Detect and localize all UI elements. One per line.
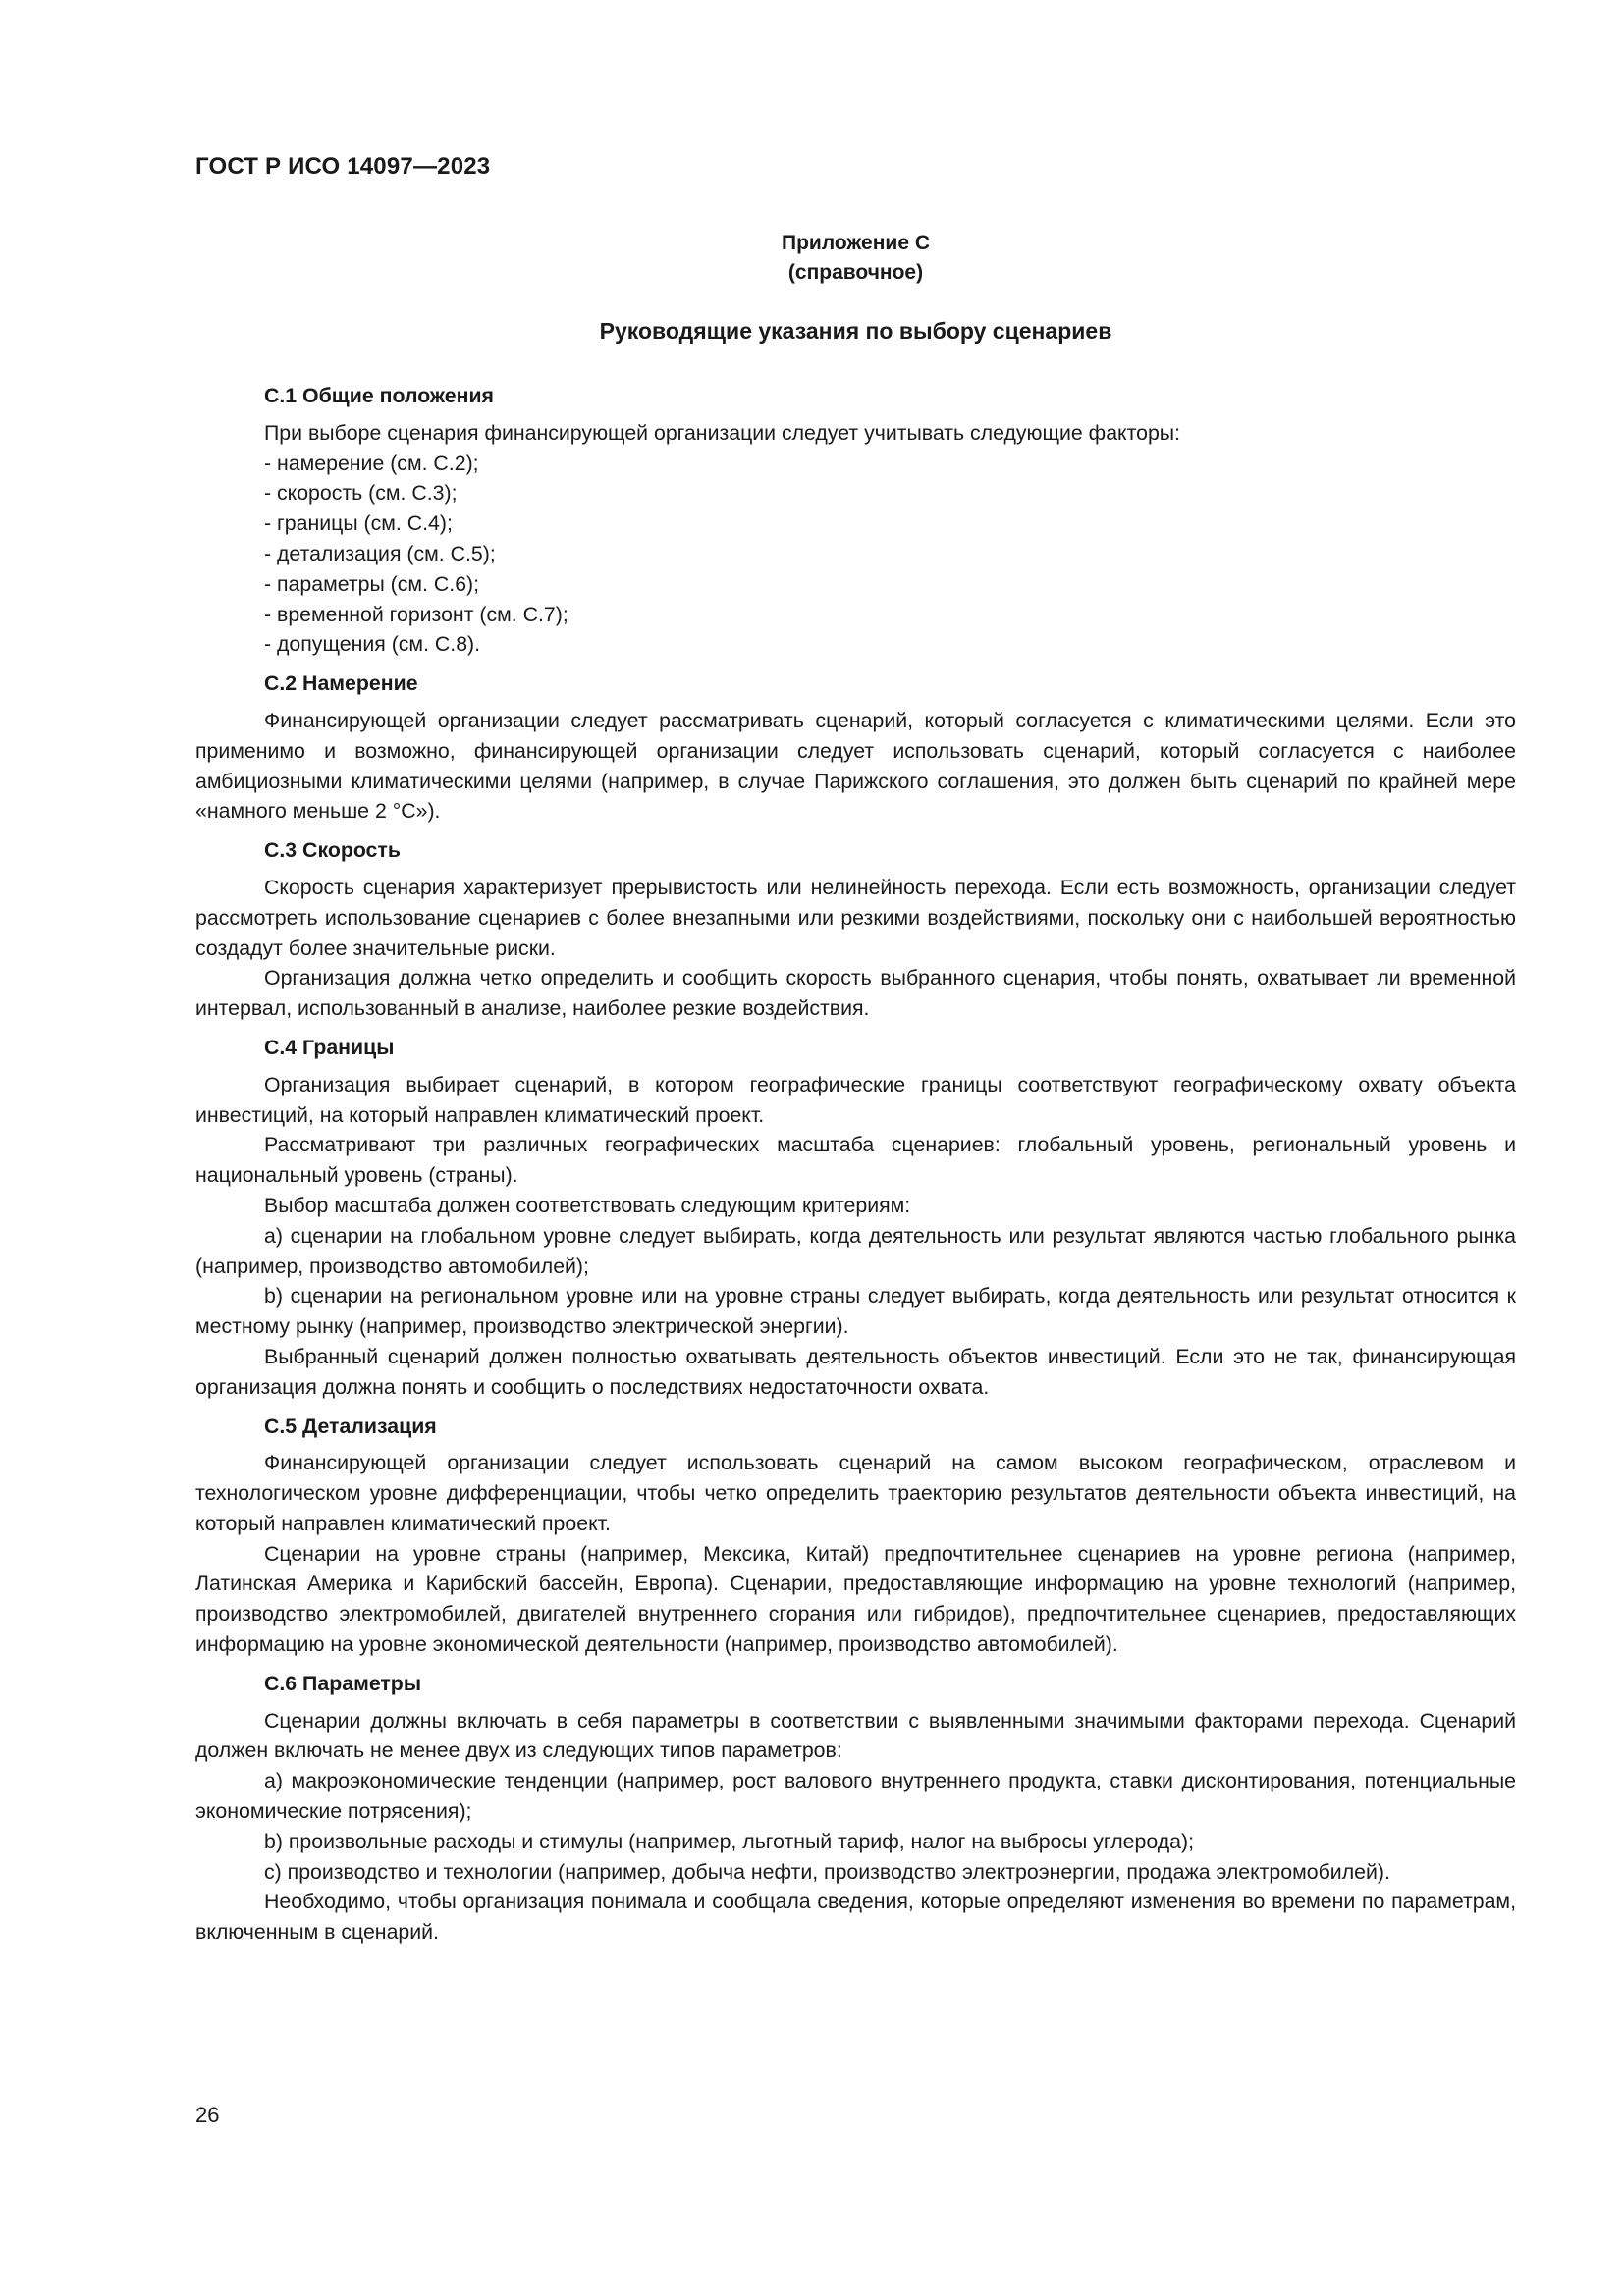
list-item: - параметры (см. С.6); <box>264 571 480 596</box>
page-number: 26 <box>195 2103 220 2127</box>
section-heading-c4: С.4 Границы <box>264 1035 395 1059</box>
section-heading-c2: С.2 Намерение <box>264 671 418 696</box>
paragraph: Выбранный сценарий должен полностью охватывать деятельность объектов инвестиций. Если это не так, финансирующая организация должна понять и сообщить о последствиях недостаточности охвата. <box>195 1344 1516 1399</box>
appendix-heading <box>195 229 1516 288</box>
list-item: - допущения (см. С.8). <box>264 632 481 657</box>
paragraph: Сценарии должны включать в себя параметры в соответствии с выявленными значимыми факторами перехода. Сценарий должен включать не менее двух из следующих типов параметров: <box>195 1708 1516 1763</box>
list-item: - намерение (см. С.2); <box>264 451 479 475</box>
list-item: - детализация (см. С.5); <box>264 541 496 565</box>
section-heading-c5: С.5 Детализация <box>264 1414 437 1438</box>
document-code: ГОСТ Р ИСО 14097—2023 <box>195 153 491 180</box>
paragraph: Сценарии на уровне страны (например, Мексика, Китай) предпочтительнее сценариев на уровне региона (например, Латинская Америка и Карибский бассейн, Европа). Сценарии, предоставляющие информацию на уровне технологий (например, производство электромобилей, двигателей внутреннего сгорания или гибридов), предпочтительнее сценариев, предоставляющих информацию на уровне экономической деятельности (например, производство автомобилей). <box>195 1541 1516 1657</box>
paragraph: Необходимо, чтобы организация понимала и сообщала сведения, которые определяют изменения во времени по параметрам, включенным в сценарий. <box>195 1890 1516 1945</box>
section-heading-c3: С.3 Скорость <box>264 838 401 863</box>
paragraph: а) сценарии на глобальном уровне следует выбирать, когда деятельность или результат являются частью глобального рынка (например, производство автомобилей); <box>195 1223 1516 1278</box>
page-title: Руководящие указания по выбору сценариев <box>599 318 1112 344</box>
paragraph: b) сценарии на региональном уровне или на уровне страны следует выбирать, когда деятельность или результат относится к местному рынку (например, производство электрической энергии). <box>195 1284 1516 1339</box>
paragraph: Рассматривают три различных географических масштаба сценариев: глобальный уровень, региональный уровень и национальный уровень (страны). <box>195 1133 1516 1188</box>
appendix-type: (справочное) <box>787 261 924 284</box>
list-item: - границы (см. С.4); <box>264 511 453 536</box>
paragraph: Организация выбирает сценарий, в котором географические границы соответствуют географическому охвату объекта инвестиций, на который направлен климатический проект. <box>195 1072 1516 1127</box>
paragraph: Организация должна четко определить и сообщить скорость выбранного сценария, чтобы понять, охватывает ли временной интервал, использованный в анализе, наиболее резкие воздействия. <box>195 966 1516 1021</box>
paragraph: с) производство и технологии (например, добыча нефти, производство электроэнергии, продажа электромобилей). <box>264 1859 1390 1884</box>
paragraph: b) произвольные расходы и стимулы (например, льготный тариф, налог на выбросы углерода); <box>264 1829 1194 1853</box>
paragraph: Финансирующей организации следует использовать сценарий на самом высоком географическом, отраслевом и технологическом уровне дифференциации, чтобы четко определить траекторию результатов деятельности объекта инвестиций, на который направлен климатический проект. <box>195 1451 1516 1535</box>
paragraph: а) макроэкономические тенденции (например, рост валового внутреннего продукта, ставки дисконтирования, потенциальные экономические потрясения); <box>195 1769 1516 1824</box>
list-item: - временной горизонт (см. С.7); <box>264 602 568 626</box>
appendix-title: Приложение С <box>781 232 930 254</box>
paragraph: Выбор масштаба должен соответствовать следующим критериям: <box>264 1193 911 1217</box>
section-heading-c6: С.6 Параметры <box>264 1671 422 1695</box>
document-body <box>195 381 1516 1948</box>
list-item: - скорость (см. С.3); <box>264 481 458 506</box>
section-heading-c1: С.1 Общие положения <box>264 384 494 407</box>
paragraph: Финансирующей организации следует рассматривать сценарий, который согласуется с климатическими целями. Если это применимо и возможно, финансирующей организации следует использовать сценарий, который согласуется с наиболее амбициозными климатическими целями (например, в случае Парижского соглашения, это должен быть сценарий по крайней мере «намного меньше 2 °С»). <box>195 708 1516 824</box>
section-intro-c1: При выборе сценария финансирующей организации следует учитывать следующие факторы: <box>264 420 1181 445</box>
paragraph: Скорость сценария характеризует прерывистость или нелинейность перехода. Если есть возможность, организации следует рассмотреть использование сценариев с более внезапными или резкими воздействиями, поскольку они с наибольшей вероятностью создадут более значительные риски. <box>195 875 1516 960</box>
